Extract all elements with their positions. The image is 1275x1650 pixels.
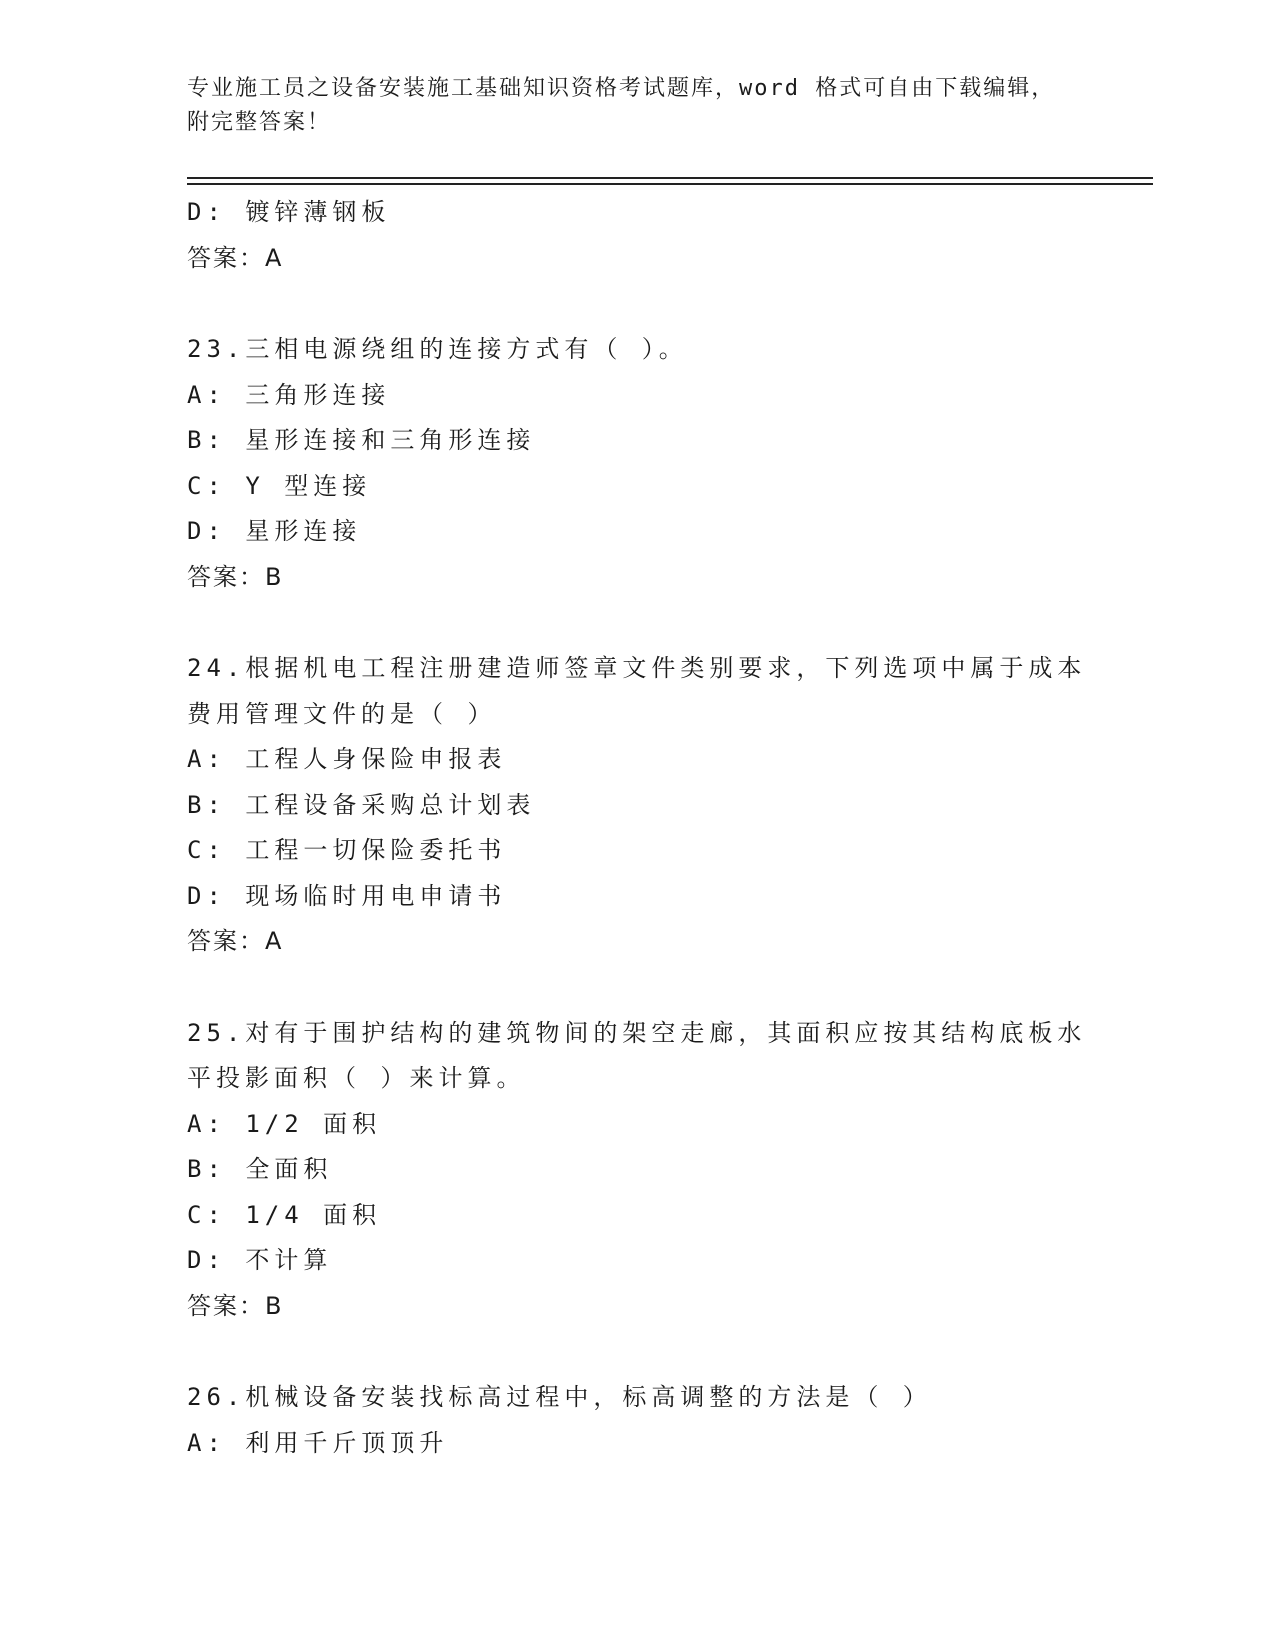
option-a: A: 1/2 面积 xyxy=(187,1109,382,1138)
header-line-2: 附完整答案！ xyxy=(187,110,332,135)
document-header xyxy=(187,72,1067,140)
question-stem: 23.三相电源绕组的连接方式有（ ）。 xyxy=(187,335,688,363)
option-b: B: 星形连接和三角形连接 xyxy=(187,426,536,454)
question-stem: 26.机械设备安装找标高过程中，标高调整的方法是（ ） xyxy=(187,1383,932,1411)
header-divider-bottom xyxy=(187,183,1153,185)
option-d: D: 现场临时用电申请书 xyxy=(187,881,507,910)
option-d: D: 镀锌薄钢板 xyxy=(187,198,391,226)
option-c: C: Y 型连接 xyxy=(187,471,372,500)
option-d: D: 不计算 xyxy=(187,1246,333,1274)
option-a: A: 三角形连接 xyxy=(187,380,391,409)
answer-line: 答案：B xyxy=(187,562,284,591)
answer-line: 答案：A xyxy=(187,243,284,272)
question-23 xyxy=(187,327,1087,600)
spacer xyxy=(187,281,1087,327)
answer-line: 答案：A xyxy=(187,927,284,955)
question-22-tail xyxy=(187,190,1087,281)
spacer xyxy=(187,965,1087,1011)
spacer xyxy=(187,600,1087,646)
option-a: A: 利用千斤顶顶升 xyxy=(187,1428,449,1457)
spacer xyxy=(187,1329,1087,1375)
question-stem-line-1: 24.根据机电工程注册建造师签章文件类别要求，下列选项中属于成本 xyxy=(187,654,1087,682)
option-a: A: 工程人身保险申报表 xyxy=(187,745,507,773)
header-divider-top xyxy=(187,177,1153,179)
question-24 xyxy=(187,646,1087,965)
answer-line: 答案：B xyxy=(187,1291,284,1320)
option-c: C: 工程一切保险委托书 xyxy=(187,836,507,864)
header-line-1: 专业施工员之设备安装施工基础知识资格考试题库，word 格式可自由下载编辑， xyxy=(187,76,1056,101)
option-b: B: 全面积 xyxy=(187,1155,333,1183)
option-d: D: 星形连接 xyxy=(187,517,362,545)
option-c: C: 1/4 面积 xyxy=(187,1200,382,1229)
option-b: B: 工程设备采购总计划表 xyxy=(187,790,536,819)
question-list xyxy=(187,190,1087,1466)
question-26 xyxy=(187,1375,1087,1466)
question-stem-line-1: 25.对有于围护结构的建筑物间的架空走廊，其面积应按其结构底板水 xyxy=(187,1018,1087,1047)
question-stem-line-2: 费用管理文件的是（ ） xyxy=(187,699,497,728)
question-25 xyxy=(187,1011,1087,1330)
question-stem-line-2: 平投影面积（ ）来计算。 xyxy=(187,1064,526,1092)
